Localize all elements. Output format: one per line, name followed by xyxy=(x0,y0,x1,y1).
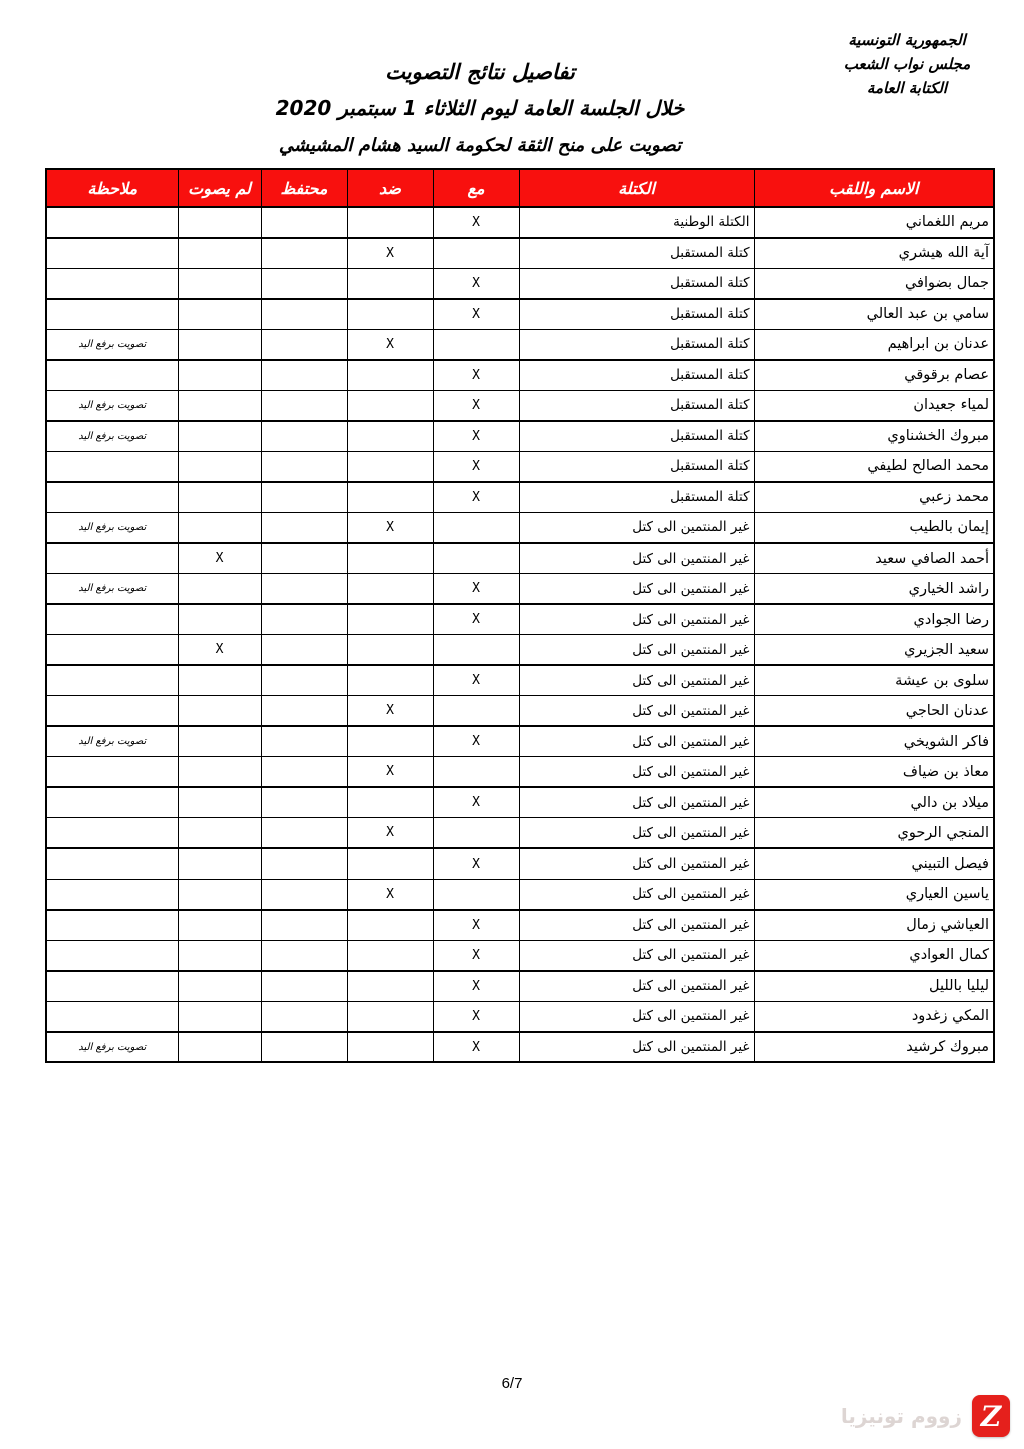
vote-against-cell xyxy=(347,726,433,757)
vote-abstain-cell xyxy=(261,451,347,482)
vote-no-vote-cell xyxy=(178,818,261,849)
vote-abstain-cell xyxy=(261,848,347,879)
gov-line-republic: الجمهورية التونسية xyxy=(848,31,966,49)
vote-no-vote-cell: X xyxy=(178,635,261,666)
note-cell xyxy=(46,940,178,971)
vote-abstain-cell xyxy=(261,574,347,605)
vote-with-cell: X xyxy=(433,1001,519,1032)
header-with: مع xyxy=(433,169,519,207)
bloc-cell: غير المنتمين الى كتل xyxy=(519,848,754,879)
header-bloc: الكتلة xyxy=(519,169,754,207)
name-cell: أحمد الصافي سعيد xyxy=(754,543,994,574)
title-session: خلال الجلسة العامة ليوم الثلاثاء 1 سبتمبر 2020 xyxy=(275,96,685,120)
vote-with-cell: X xyxy=(433,971,519,1002)
vote-with-cell: X xyxy=(433,848,519,879)
vote-abstain-cell xyxy=(261,696,347,727)
name-cell: ياسين العياري xyxy=(754,879,994,910)
vote-against-cell xyxy=(347,1001,433,1032)
vote-no-vote-cell xyxy=(178,848,261,879)
watermark xyxy=(841,1395,1010,1437)
name-cell: مريم اللغماني xyxy=(754,207,994,238)
vote-against-cell xyxy=(347,940,433,971)
bloc-cell: غير المنتمين الى كتل xyxy=(519,665,754,696)
bloc-cell: كتلة المستقبل xyxy=(519,360,754,391)
table-row xyxy=(46,207,994,238)
note-cell xyxy=(46,665,178,696)
vote-abstain-cell xyxy=(261,818,347,849)
vote-no-vote-cell xyxy=(178,665,261,696)
vote-abstain-cell xyxy=(261,238,347,269)
vote-against-cell xyxy=(347,543,433,574)
vote-against-cell xyxy=(347,451,433,482)
vote-with-cell: X xyxy=(433,207,519,238)
table-row xyxy=(46,757,994,788)
vote-against-cell xyxy=(347,635,433,666)
title-subject: تصويت على منح الثقة لحكومة السيد هشام المشيشي xyxy=(278,135,682,156)
bloc-cell: غير المنتمين الى كتل xyxy=(519,818,754,849)
note-cell xyxy=(46,787,178,818)
document-titles xyxy=(0,55,960,164)
name-cell: المنجي الرحوي xyxy=(754,818,994,849)
table-row xyxy=(46,360,994,391)
note-cell xyxy=(46,604,178,635)
table-row xyxy=(46,482,994,513)
vote-with-cell: X xyxy=(433,665,519,696)
name-cell: جمال بضوافي xyxy=(754,268,994,299)
table-row xyxy=(46,268,994,299)
vote-no-vote-cell xyxy=(178,726,261,757)
vote-no-vote-cell: X xyxy=(178,543,261,574)
vote-no-vote-cell xyxy=(178,879,261,910)
table-row xyxy=(46,1032,994,1063)
vote-with-cell: X xyxy=(433,451,519,482)
name-cell: سعيد الجزيري xyxy=(754,635,994,666)
vote-against-cell xyxy=(347,787,433,818)
bloc-cell: غير المنتمين الى كتل xyxy=(519,1032,754,1063)
vote-abstain-cell xyxy=(261,207,347,238)
vote-against-cell xyxy=(347,574,433,605)
table-row xyxy=(46,848,994,879)
name-cell: مبروك الخشناوي xyxy=(754,421,994,452)
note-cell xyxy=(46,818,178,849)
vote-no-vote-cell xyxy=(178,360,261,391)
vote-with-cell: X xyxy=(433,940,519,971)
table-row xyxy=(46,665,994,696)
note-cell xyxy=(46,482,178,513)
vote-against-cell xyxy=(347,848,433,879)
name-cell: عدنان الحاجي xyxy=(754,696,994,727)
vote-abstain-cell xyxy=(261,390,347,421)
vote-abstain-cell xyxy=(261,971,347,1002)
vote-abstain-cell xyxy=(261,543,347,574)
vote-with-cell: X xyxy=(433,726,519,757)
page-number: 6/7 xyxy=(501,1375,523,1392)
vote-against-cell: X xyxy=(347,238,433,269)
bloc-cell: الكتلة الوطنية xyxy=(519,207,754,238)
note-cell xyxy=(46,268,178,299)
vote-against-cell xyxy=(347,268,433,299)
vote-abstain-cell xyxy=(261,757,347,788)
name-cell: عدنان بن ابراهيم xyxy=(754,329,994,360)
vote-no-vote-cell xyxy=(178,757,261,788)
bloc-cell: كتلة المستقبل xyxy=(519,421,754,452)
vote-with-cell: X xyxy=(433,574,519,605)
vote-with-cell xyxy=(433,818,519,849)
note-cell: تصويت برفع اليد xyxy=(46,512,178,543)
vote-against-cell xyxy=(347,665,433,696)
name-cell: ميلاد بن دالي xyxy=(754,787,994,818)
name-cell: ليليا بالليل xyxy=(754,971,994,1002)
votes-table-wrap xyxy=(45,168,993,1063)
table-row xyxy=(46,635,994,666)
table-row xyxy=(46,726,994,757)
note-cell xyxy=(46,971,178,1002)
vote-with-cell xyxy=(433,238,519,269)
table-row xyxy=(46,299,994,330)
name-cell: راشد الخياري xyxy=(754,574,994,605)
vote-with-cell xyxy=(433,329,519,360)
table-body xyxy=(46,207,994,1062)
bloc-cell: غير المنتمين الى كتل xyxy=(519,757,754,788)
note-cell xyxy=(46,543,178,574)
vote-against-cell: X xyxy=(347,512,433,543)
table-row xyxy=(46,451,994,482)
table-row xyxy=(46,940,994,971)
vote-no-vote-cell xyxy=(178,971,261,1002)
vote-no-vote-cell xyxy=(178,451,261,482)
note-cell xyxy=(46,635,178,666)
vote-with-cell: X xyxy=(433,910,519,941)
table-row xyxy=(46,879,994,910)
vote-against-cell: X xyxy=(347,757,433,788)
vote-with-cell xyxy=(433,512,519,543)
note-cell: تصويت برفع اليد xyxy=(46,329,178,360)
bloc-cell: غير المنتمين الى كتل xyxy=(519,879,754,910)
vote-no-vote-cell xyxy=(178,696,261,727)
table-row xyxy=(46,512,994,543)
name-cell: فاكر الشويخي xyxy=(754,726,994,757)
vote-with-cell xyxy=(433,879,519,910)
watermark-text: زووم تونيزيا xyxy=(840,1404,962,1428)
name-cell: معاذ بن ضياف xyxy=(754,757,994,788)
vote-against-cell: X xyxy=(347,329,433,360)
vote-abstain-cell xyxy=(261,940,347,971)
vote-with-cell: X xyxy=(433,421,519,452)
note-cell xyxy=(46,757,178,788)
vote-abstain-cell xyxy=(261,604,347,635)
vote-with-cell: X xyxy=(433,482,519,513)
table-row xyxy=(46,543,994,574)
table-row xyxy=(46,329,994,360)
bloc-cell: غير المنتمين الى كتل xyxy=(519,512,754,543)
table-row xyxy=(46,1001,994,1032)
header-abstain: محتفظ xyxy=(261,169,347,207)
vote-with-cell xyxy=(433,635,519,666)
note-cell xyxy=(46,207,178,238)
vote-no-vote-cell xyxy=(178,390,261,421)
vote-no-vote-cell xyxy=(178,268,261,299)
table-row xyxy=(46,787,994,818)
note-cell: تصويت برفع اليد xyxy=(46,1032,178,1063)
note-cell xyxy=(46,1001,178,1032)
vote-abstain-cell xyxy=(261,1032,347,1063)
vote-with-cell: X xyxy=(433,787,519,818)
note-cell: تصويت برفع اليد xyxy=(46,390,178,421)
note-cell xyxy=(46,451,178,482)
vote-no-vote-cell xyxy=(178,940,261,971)
vote-with-cell: X xyxy=(433,299,519,330)
header-no-vote: لم يصوت xyxy=(178,169,261,207)
table-row xyxy=(46,574,994,605)
bloc-cell: كتلة المستقبل xyxy=(519,238,754,269)
vote-against-cell xyxy=(347,299,433,330)
vote-with-cell xyxy=(433,696,519,727)
note-cell xyxy=(46,848,178,879)
vote-with-cell: X xyxy=(433,390,519,421)
name-cell: سلوى بن عيشة xyxy=(754,665,994,696)
name-cell: عصام برقوقي xyxy=(754,360,994,391)
table-row xyxy=(46,238,994,269)
table-row xyxy=(46,696,994,727)
bloc-cell: غير المنتمين الى كتل xyxy=(519,971,754,1002)
vote-against-cell xyxy=(347,360,433,391)
vote-abstain-cell xyxy=(261,726,347,757)
bloc-cell: غير المنتمين الى كتل xyxy=(519,574,754,605)
bloc-cell: غير المنتمين الى كتل xyxy=(519,604,754,635)
vote-against-cell xyxy=(347,910,433,941)
bloc-cell: كتلة المستقبل xyxy=(519,451,754,482)
vote-abstain-cell xyxy=(261,512,347,543)
vote-no-vote-cell xyxy=(178,207,261,238)
vote-abstain-cell xyxy=(261,665,347,696)
vote-no-vote-cell xyxy=(178,787,261,818)
bloc-cell: غير المنتمين الى كتل xyxy=(519,1001,754,1032)
vote-abstain-cell xyxy=(261,329,347,360)
vote-against-cell xyxy=(347,482,433,513)
note-cell xyxy=(46,879,178,910)
name-cell: إيمان بالطيب xyxy=(754,512,994,543)
vote-no-vote-cell xyxy=(178,910,261,941)
title-main: تفاصيل نتائج التصويت xyxy=(385,60,575,84)
header-note: ملاحظة xyxy=(46,169,178,207)
bloc-cell: غير المنتمين الى كتل xyxy=(519,726,754,757)
vote-abstain-cell xyxy=(261,482,347,513)
name-cell: آية الله هيشري xyxy=(754,238,994,269)
vote-abstain-cell xyxy=(261,879,347,910)
vote-no-vote-cell xyxy=(178,299,261,330)
vote-no-vote-cell xyxy=(178,574,261,605)
note-cell xyxy=(46,360,178,391)
vote-with-cell xyxy=(433,757,519,788)
vote-against-cell: X xyxy=(347,818,433,849)
name-cell: العياشي زمال xyxy=(754,910,994,941)
vote-with-cell: X xyxy=(433,268,519,299)
vote-no-vote-cell xyxy=(178,238,261,269)
vote-against-cell xyxy=(347,207,433,238)
note-cell: تصويت برفع اليد xyxy=(46,421,178,452)
vote-no-vote-cell xyxy=(178,329,261,360)
vote-abstain-cell xyxy=(261,421,347,452)
vote-against-cell: X xyxy=(347,696,433,727)
vote-abstain-cell xyxy=(261,635,347,666)
table-row xyxy=(46,604,994,635)
note-cell xyxy=(46,696,178,727)
note-cell xyxy=(46,910,178,941)
bloc-cell: غير المنتمين الى كتل xyxy=(519,696,754,727)
note-cell xyxy=(46,238,178,269)
vote-with-cell xyxy=(433,543,519,574)
table-row xyxy=(46,910,994,941)
name-cell: محمد زعبي xyxy=(754,482,994,513)
table-row xyxy=(46,971,994,1002)
vote-abstain-cell xyxy=(261,299,347,330)
bloc-cell: غير المنتمين الى كتل xyxy=(519,910,754,941)
bloc-cell: كتلة المستقبل xyxy=(519,329,754,360)
bloc-cell: كتلة المستقبل xyxy=(519,482,754,513)
vote-against-cell xyxy=(347,971,433,1002)
name-cell: فيصل التبيني xyxy=(754,848,994,879)
table-row xyxy=(46,818,994,849)
vote-abstain-cell xyxy=(261,268,347,299)
vote-abstain-cell xyxy=(261,787,347,818)
watermark-logo-icon: Z xyxy=(972,1395,1010,1437)
vote-with-cell: X xyxy=(433,1032,519,1063)
vote-against-cell: X xyxy=(347,879,433,910)
bloc-cell: غير المنتمين الى كتل xyxy=(519,787,754,818)
vote-no-vote-cell xyxy=(178,482,261,513)
bloc-cell: غير المنتمين الى كتل xyxy=(519,940,754,971)
vote-against-cell xyxy=(347,421,433,452)
bloc-cell: كتلة المستقبل xyxy=(519,299,754,330)
header-name: الاسم واللقب xyxy=(754,169,994,207)
vote-with-cell: X xyxy=(433,604,519,635)
header-against: ضد xyxy=(347,169,433,207)
table-row xyxy=(46,390,994,421)
vote-no-vote-cell xyxy=(178,604,261,635)
gov-line-secretary: الكتابة العامة xyxy=(866,79,948,97)
table-header-row xyxy=(46,169,994,207)
note-cell: تصويت برفع اليد xyxy=(46,574,178,605)
bloc-cell: غير المنتمين الى كتل xyxy=(519,543,754,574)
votes-table xyxy=(45,168,995,1063)
bloc-cell: كتلة المستقبل xyxy=(519,268,754,299)
vote-abstain-cell xyxy=(261,910,347,941)
gov-line-assembly: مجلس نواب الشعب xyxy=(843,55,971,73)
note-cell: تصويت برفع اليد xyxy=(46,726,178,757)
note-cell xyxy=(46,299,178,330)
vote-against-cell xyxy=(347,604,433,635)
name-cell: رضا الجوادي xyxy=(754,604,994,635)
vote-abstain-cell xyxy=(261,360,347,391)
vote-abstain-cell xyxy=(261,1001,347,1032)
name-cell: كمال العوادي xyxy=(754,940,994,971)
vote-no-vote-cell xyxy=(178,1032,261,1063)
name-cell: محمد الصالح لطيفي xyxy=(754,451,994,482)
vote-no-vote-cell xyxy=(178,1001,261,1032)
name-cell: سامي بن عبد العالي xyxy=(754,299,994,330)
name-cell: المكي زغدود xyxy=(754,1001,994,1032)
vote-no-vote-cell xyxy=(178,421,261,452)
name-cell: مبروك كرشيد xyxy=(754,1032,994,1063)
vote-no-vote-cell xyxy=(178,512,261,543)
name-cell: لمياء جعيدان xyxy=(754,390,994,421)
vote-with-cell: X xyxy=(433,360,519,391)
table-row xyxy=(46,421,994,452)
bloc-cell: كتلة المستقبل xyxy=(519,390,754,421)
vote-against-cell xyxy=(347,390,433,421)
bloc-cell: غير المنتمين الى كتل xyxy=(519,635,754,666)
vote-against-cell xyxy=(347,1032,433,1063)
